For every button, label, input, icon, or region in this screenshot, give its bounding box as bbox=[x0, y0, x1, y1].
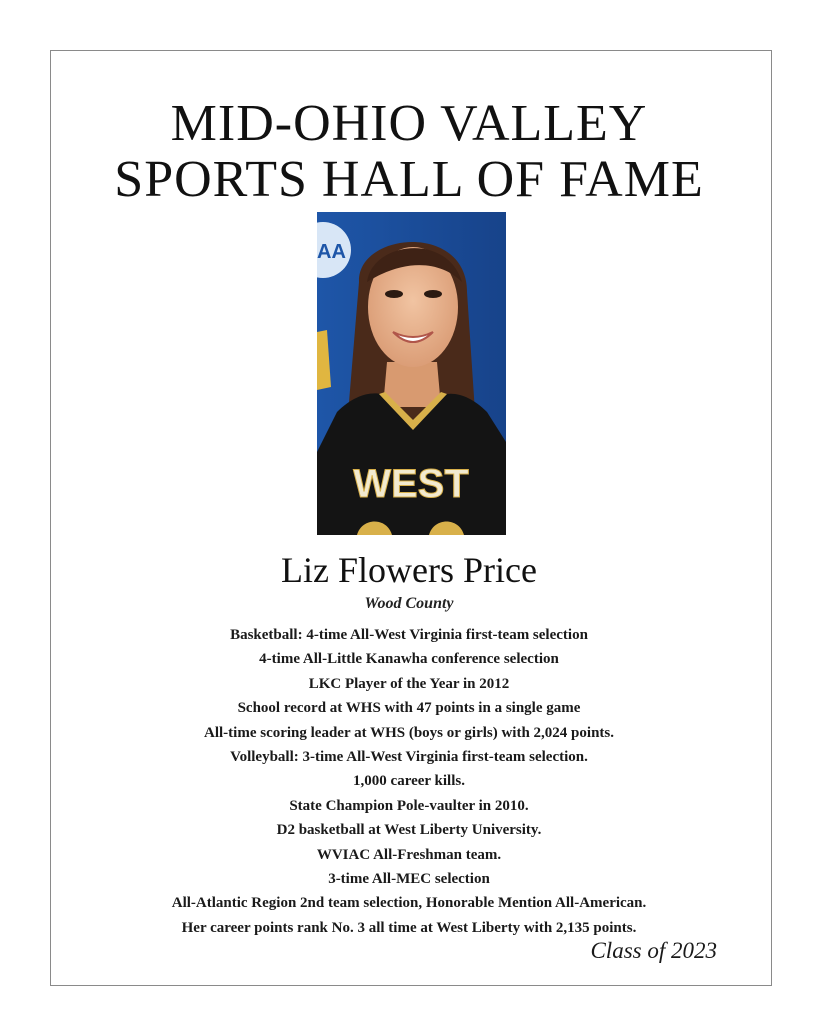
achievement-item: All-Atlantic Region 2nd team selection, Honorable Mention All-American. bbox=[171, 895, 647, 912]
achievement-item: State Champion Pole-vaulter in 2010. bbox=[289, 797, 529, 814]
inductee-name: Liz Flowers Price bbox=[281, 550, 537, 590]
inductee-county: Wood County bbox=[364, 595, 454, 612]
achievement-item: WVIAC All-Freshman team. bbox=[316, 846, 502, 863]
jersey-text: WEST bbox=[353, 462, 469, 506]
logo-text: AA bbox=[317, 241, 346, 263]
achievement-item: LKC Player of the Year in 2012 bbox=[308, 675, 510, 692]
achievement-item: Her career points rank No. 3 all time at West Liberty with 2,135 points. bbox=[181, 919, 637, 936]
right-eye bbox=[424, 290, 442, 298]
achievement-item: 1,000 career kills. bbox=[353, 773, 465, 790]
achievement-item: 3-time All-MEC selection bbox=[328, 871, 490, 888]
class-of-year: Class of 2023 bbox=[590, 938, 717, 963]
hall-of-fame-title-line-1: MID-OHIO VALLEY bbox=[170, 95, 648, 152]
inductee-photo bbox=[317, 212, 506, 535]
achievement-list bbox=[0, 623, 818, 940]
achievement-item: All-time scoring leader at WHS (boys or girls) with 2,024 points. bbox=[204, 724, 614, 741]
achievement-item: School record at WHS with 47 points in a single game bbox=[237, 700, 581, 717]
achievement-item: D2 basketball at West Liberty University. bbox=[276, 822, 542, 839]
achievement-item: Basketball: 4-time All-West Virginia first-team selection bbox=[230, 627, 588, 643]
hall-of-fame-title-line-2: SPORTS HALL OF FAME bbox=[114, 151, 704, 208]
left-eye bbox=[385, 290, 403, 298]
achievement-item: Volleyball: 3-time All-West Virginia first-team selection. bbox=[230, 749, 588, 766]
achievement-item: 4-time All-Little Kanawha conference selection bbox=[259, 651, 559, 668]
